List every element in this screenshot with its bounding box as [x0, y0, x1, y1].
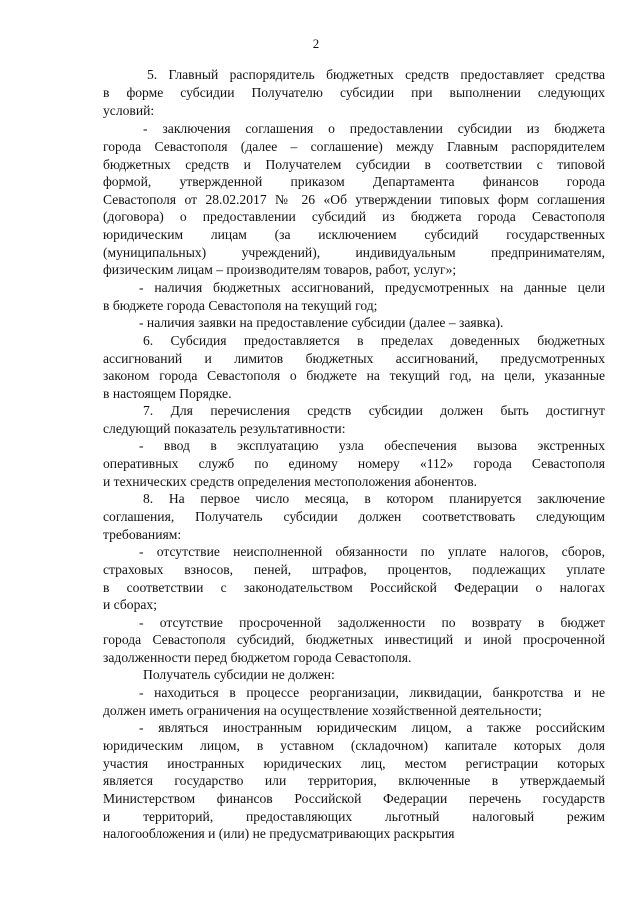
paragraph-line: формой, утвержденной приказом Департамента финансов города: [103, 174, 605, 189]
paragraph-line: налогообложения и (или) не предусматривающих раскрытия: [103, 826, 455, 841]
paragraph-line: Севастополя от 28.02.2017 № 26 «Об утверждении типовых форм соглашения: [103, 192, 605, 207]
paragraph-line: следующий показатель результативности:: [103, 421, 346, 436]
paragraph-first-line: - отсутствие неисполненной обязанности по уплате налогов, сборов,: [139, 544, 605, 559]
page-number: 2: [312, 36, 320, 51]
paragraph-first-line: 7. Для перечисления средств субсидии должен быть достигнут: [143, 403, 605, 418]
paragraph-line: города Севастополя (далее – соглашение) между Главным распорядителем: [103, 139, 605, 154]
paragraph-line: юридическим лицам (за исключением субсидий государственных: [103, 227, 605, 242]
paragraph-line: задолженности перед бюджетом города Севастополя.: [103, 650, 412, 665]
paragraph-line: страховых взносов, пеней, штрафов, процентов, подлежащих уплате: [103, 562, 605, 577]
paragraph-line: соглашения, Получатель субсидии должен соответствовать следующим: [103, 509, 605, 524]
paragraph-first-line: Получатель субсидии не должен:: [143, 667, 335, 682]
paragraph-line: в форме субсидии Получателю субсидии при выполнении следующих: [103, 85, 605, 100]
paragraph-first-line: 5. Главный распорядитель бюджетных средств предоставляет средства: [147, 67, 605, 82]
paragraph-line: и сборах;: [103, 597, 157, 612]
paragraph-line: и территорий, предоставляющих льготный налоговый режим: [103, 809, 605, 824]
paragraph-first-line: - заключения соглашения о предоставлении субсидии из бюджета: [143, 121, 605, 136]
paragraph-line: города Севастополя субсидий, бюджетных инвестиций и иной просроченной: [103, 632, 605, 647]
paragraph-line: в настоящем Порядке.: [103, 386, 232, 401]
paragraph-line: оперативных служб по единому номеру «112» города Севастополя: [103, 456, 605, 471]
paragraph-first-line: 6. Субсидия предоставляется в пределах доведенных бюджетных: [143, 333, 605, 348]
paragraph-line: (муниципальных) учреждений), индивидуальным предпринимателям,: [103, 245, 605, 260]
paragraph-line: бюджетных средств и Получателем субсидии в соответствии с типовой: [103, 157, 605, 172]
paragraph-line: должен иметь ограничения на осуществление хозяйственной деятельности;: [103, 703, 542, 718]
paragraph-line: в бюджете города Севастополя на текущий год;: [103, 298, 378, 313]
paragraph-line: законом города Севастополя о бюджете на текущий год, на цели, указанные: [103, 368, 605, 383]
paragraph-first-line: - являться иностранным юридическим лицом, а также российским: [139, 720, 605, 735]
paragraph-line: Министерством финансов Российской Федерации перечень государств: [103, 791, 605, 806]
paragraph-line: требованиям:: [103, 527, 182, 542]
paragraph-line: является государство или территория, включенные в утверждаемый: [103, 773, 605, 788]
paragraph-line: участия иностранных юридических лиц, местом регистрации которых: [103, 756, 605, 771]
paragraph-line: условий:: [103, 103, 155, 118]
paragraph-line: юридическим лицом, в уставном (складочном) капитале которых доля: [103, 738, 605, 753]
paragraph-first-line: - ввод в эксплуатацию узла обеспечения вызова экстренных: [139, 438, 605, 453]
paragraph-line: физическим лицам – производителям товаров, работ, услуг»;: [103, 262, 457, 277]
paragraph-line: (договора) о предоставлении субсидий из бюджета города Севастополя: [103, 209, 605, 224]
paragraph-first-line: 8. На первое число месяца, в котором планируется заключение: [143, 491, 605, 506]
paragraph-first-line: - находиться в процессе реорганизации, ликвидации, банкротства и не: [139, 685, 605, 700]
paragraph-line: в соответствии с законодательством Российской Федерации о налогах: [103, 580, 605, 595]
paragraph-first-line: - наличия бюджетных ассигнований, предусмотренных на данные цели: [139, 280, 605, 295]
paragraph-first-line: - наличия заявки на предоставление субсидии (далее – заявка).: [139, 315, 504, 330]
paragraph-line: и технических средств определения местоположения абонентов.: [103, 474, 478, 489]
paragraph-first-line: - отсутствие просроченной задолженности по возврату в бюджет: [139, 615, 605, 630]
paragraph-line: ассигнований и лимитов бюджетных ассигнований, предусмотренных: [103, 351, 605, 366]
